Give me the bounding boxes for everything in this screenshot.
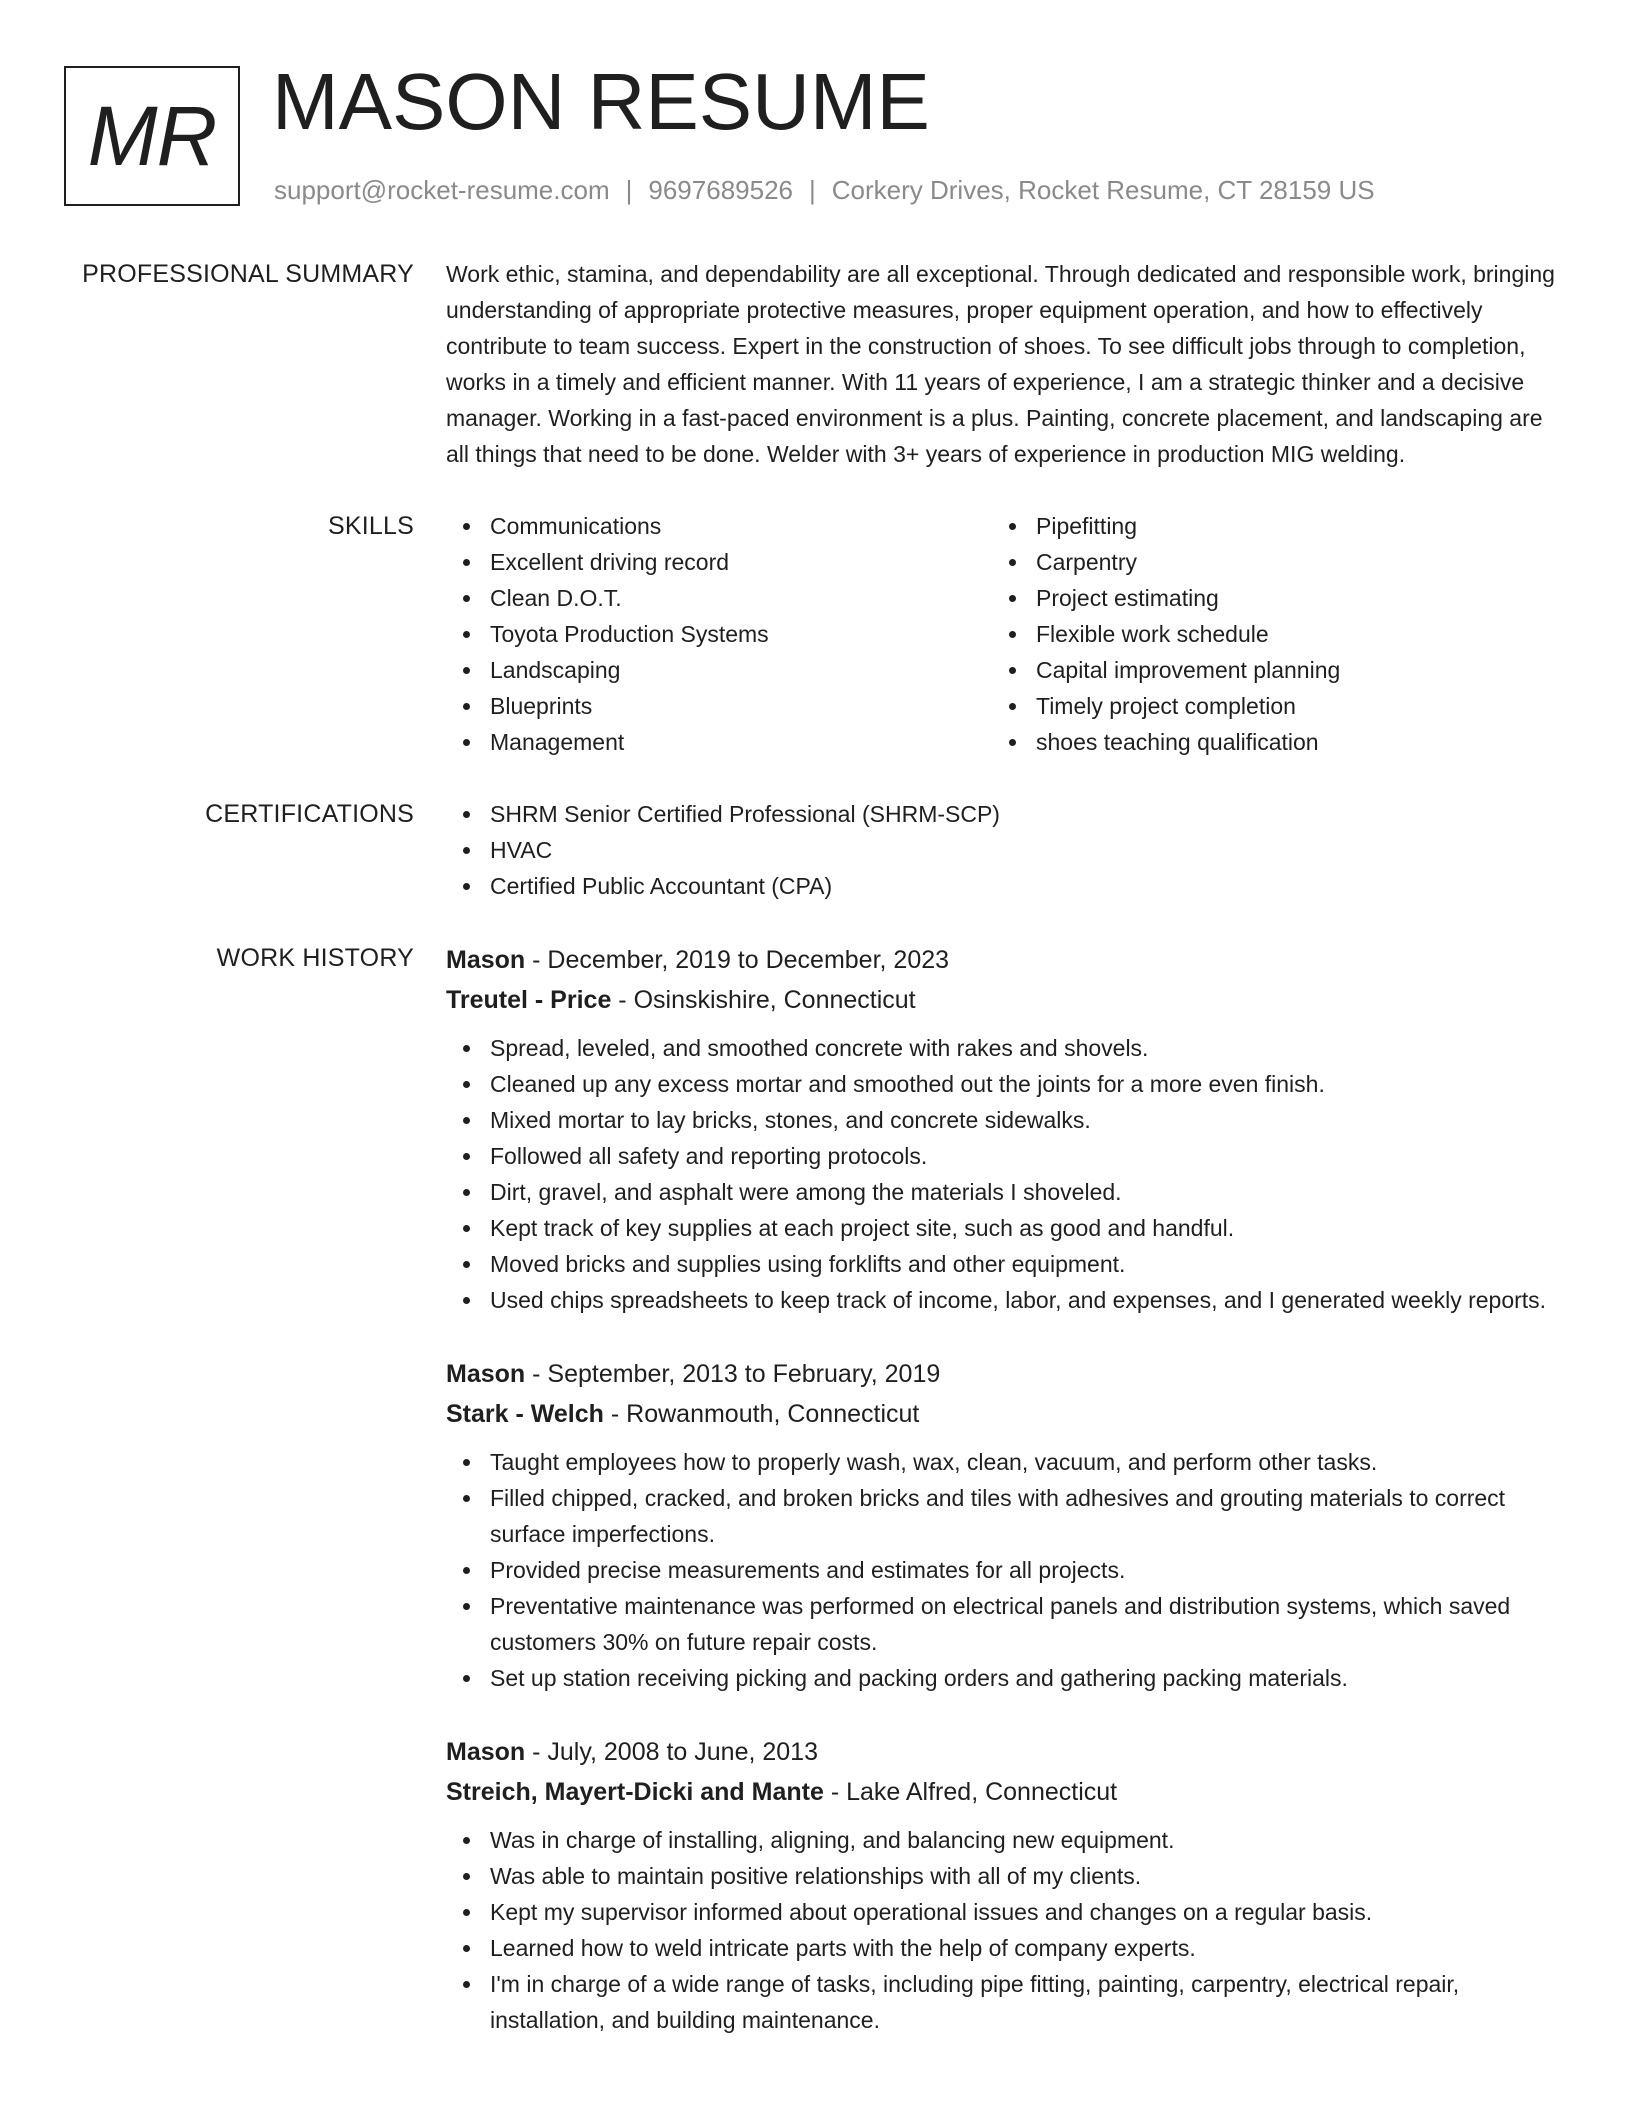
- skill-item: Flexible work schedule: [992, 616, 1538, 652]
- job-company-line: [446, 1394, 1556, 1434]
- certifications-body: [446, 796, 1556, 904]
- contact-line: [274, 174, 1375, 206]
- job-duty: Preventative maintenance was performed on electrical panels and distribution systems, which saved customers 30% on future repair costs.: [446, 1588, 1556, 1660]
- job-dates: - December, 2019 to December, 2023: [525, 946, 950, 974]
- work-history-heading: WORK HISTORY: [216, 944, 414, 972]
- job-duty: Kept my supervisor informed about operational issues and changes on a regular basis.: [446, 1894, 1556, 1930]
- job-duty: Kept track of key supplies at each project site, such as good and handful.: [446, 1210, 1556, 1246]
- monogram-box: [64, 66, 240, 206]
- job-duty: Moved bricks and supplies using forklifts and other equipment.: [446, 1246, 1556, 1282]
- job-company: Treutel - Price: [446, 986, 612, 1014]
- skills-section: [0, 508, 1632, 760]
- skills-heading: SKILLS: [328, 512, 414, 540]
- skill-item: Carpentry: [992, 544, 1538, 580]
- candidate-name: MASON RESUME: [272, 57, 930, 146]
- job-company: Streich, Mayert-Dicki and Mante: [446, 1778, 824, 1806]
- job-role-line: [446, 1732, 1556, 1772]
- resume-sections: [0, 256, 1632, 2074]
- job-company-line: [446, 1772, 1556, 1812]
- job-duty: Spread, leveled, and smoothed concrete with rakes and shovels.: [446, 1030, 1556, 1066]
- certifications-section: [0, 796, 1632, 904]
- skills-list-left: [446, 508, 992, 760]
- summary-text: Work ethic, stamina, and dependability are all exceptional. Through dedicated and responsible work, bringing understanding of appropriate protective measures, proper equipment operation, and how to effectively contribute to team success. Expert in the construction of shoes. To see difficult jobs through to completion, works in a timely and efficient manner. With 11 years of experience, I am a strategic thinker and a decisive manager. Working in a fast-paced environment is a plus. Painting, concrete placement, and landscaping are all things that need to be done. Welder with 3+ years of experience in production MIG welding.: [446, 261, 1555, 467]
- job-dates: - July, 2008 to June, 2013: [525, 1738, 818, 1766]
- summary-section: [0, 256, 1632, 472]
- job-role: Mason: [446, 946, 526, 974]
- certifications-heading: CERTIFICATIONS: [205, 800, 414, 828]
- contact-address: Corkery Drives, Rocket Resume, CT 28159 US: [831, 175, 1375, 205]
- job-dates: - September, 2013 to February, 2019: [525, 1360, 941, 1388]
- contact-phone: 9697689526: [648, 175, 793, 205]
- job-duties-list: [446, 1030, 1556, 1318]
- skill-item: Landscaping: [446, 652, 992, 688]
- job-duty: Taught employees how to properly wash, wax, clean, vacuum, and perform other tasks.: [446, 1444, 1556, 1480]
- work-history-section: [0, 940, 1632, 2038]
- contact-separator: |: [625, 175, 633, 205]
- certifications-list: [446, 796, 1556, 904]
- job-company-line: [446, 980, 1556, 1020]
- job-location: - Lake Alfred, Connecticut: [823, 1778, 1118, 1806]
- job-duty: Learned how to weld intricate parts with the help of company experts.: [446, 1930, 1556, 1966]
- monogram-initials: MR: [87, 88, 217, 183]
- skill-item: Capital improvement planning: [992, 652, 1538, 688]
- job-duty: Used chips spreadsheets to keep track of income, labor, and expenses, and I generated weekly reports.: [446, 1282, 1556, 1318]
- job-duty: Dirt, gravel, and asphalt were among the materials I shoveled.: [446, 1174, 1556, 1210]
- job-company: Stark - Welch: [446, 1400, 604, 1428]
- job-role: Mason: [446, 1738, 526, 1766]
- job-duty: Provided precise measurements and estimates for all projects.: [446, 1552, 1556, 1588]
- skills-list-right: [992, 508, 1538, 760]
- job-entry: [446, 1354, 1556, 1696]
- job-location: - Osinskishire, Connecticut: [611, 986, 916, 1014]
- skill-item: Project estimating: [992, 580, 1538, 616]
- summary-body: [446, 256, 1556, 472]
- job-duty: Filled chipped, cracked, and broken bricks and tiles with adhesives and grouting materials to correct surface imperfections.: [446, 1480, 1556, 1552]
- certification-item: HVAC: [446, 832, 1556, 868]
- job-duty: Mixed mortar to lay bricks, stones, and concrete sidewalks.: [446, 1102, 1556, 1138]
- skill-item: Management: [446, 724, 992, 760]
- job-duty: Followed all safety and reporting protocols.: [446, 1138, 1556, 1174]
- contact-email: support@rocket-resume.com: [274, 175, 610, 205]
- skill-item: Excellent driving record: [446, 544, 992, 580]
- skill-item: shoes teaching qualification: [992, 724, 1538, 760]
- work-history-body: [446, 940, 1556, 2038]
- skill-item: Timely project completion: [992, 688, 1538, 724]
- job-entry: [446, 1732, 1556, 2038]
- skill-item: Communications: [446, 508, 992, 544]
- job-duties-list: [446, 1822, 1556, 2038]
- job-entry: [446, 940, 1556, 1318]
- summary-heading: PROFESSIONAL SUMMARY: [82, 260, 414, 288]
- job-duty: Was in charge of installing, aligning, and balancing new equipment.: [446, 1822, 1556, 1858]
- certification-item: Certified Public Accountant (CPA): [446, 868, 1556, 904]
- job-role: Mason: [446, 1360, 526, 1388]
- job-role-line: [446, 1354, 1556, 1394]
- job-duty: Was able to maintain positive relationships with all of my clients.: [446, 1858, 1556, 1894]
- job-location: - Rowanmouth, Connecticut: [603, 1400, 920, 1428]
- skill-item: Clean D.O.T.: [446, 580, 992, 616]
- skill-item: Blueprints: [446, 688, 992, 724]
- skill-item: Pipefitting: [992, 508, 1538, 544]
- job-duty: I'm in charge of a wide range of tasks, including pipe fitting, painting, carpentry, electrical repair, installation, and building maintenance.: [446, 1966, 1556, 2038]
- skill-item: Toyota Production Systems: [446, 616, 992, 652]
- certification-item: SHRM Senior Certified Professional (SHRM-SCP): [446, 796, 1556, 832]
- job-duty: Cleaned up any excess mortar and smoothed out the joints for a more even finish.: [446, 1066, 1556, 1102]
- contact-separator: |: [809, 175, 816, 205]
- job-duty: Set up station receiving picking and packing orders and gathering packing materials.: [446, 1660, 1556, 1696]
- job-duties-list: [446, 1444, 1556, 1696]
- skills-body: [446, 508, 1556, 760]
- job-role-line: [446, 940, 1556, 980]
